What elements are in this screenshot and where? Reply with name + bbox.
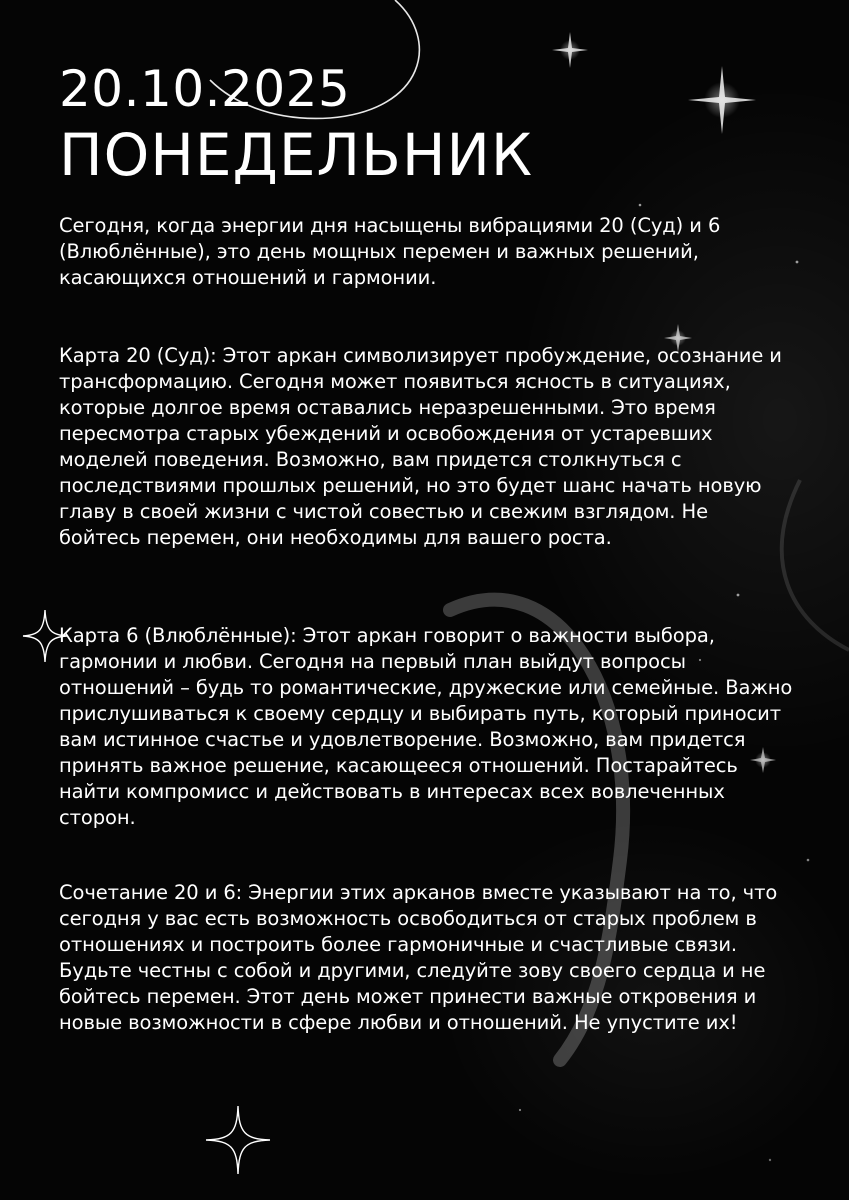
- sparkle-star-icon: [206, 1106, 270, 1174]
- weekday-heading: ПОНЕДЕЛЬНИК: [59, 121, 534, 189]
- intro-paragraph: Сегодня, когда энергии дня насыщены вибрациями 20 (Суд) и 6 (Влюблённые), это день мощных перемен и важных решений, касающихся отношений и гармонии.: [59, 214, 721, 289]
- card-6-paragraph: Карта 6 (Влюблённые): Этот аркан говорит о важности выбора, гармонии и любви. Сегодня на первый план выйдут вопросы отношений – будь то романтические, дружеские или семейные. Важно прислушиваться к своему сердцу и выбирать путь, который приносит вам истинное счастье и удовлетворение. Возможно, вам придется принять важное решение, касающееся отношений. Постарайтесь найти компромисс и действовать в интересах всех вовлеченных сторон.: [59, 624, 793, 829]
- document-content: [59, 60, 794, 1034]
- card-20-paragraph: Карта 20 (Суд): Этот аркан символизирует пробуждение, осознание и трансформацию. Сегодня может появиться ясность в ситуациях, которые долгое время оставались неразрешенными. Это время пересмотра старых убеждений и освобождения от устаревших моделей поведения. Возможно, вам придется столкнуться с последствиями прошлых решений, но это будет шанс начать новую главу в своей жизни с чистой совестью и свежим взглядом. Не бойтесь перемен, они необходимы для вашего роста.: [59, 344, 782, 549]
- combination-paragraph: Сочетание 20 и 6: Энергии этих арканов вместе указывают на то, что сегодня у вас есть возможность освободиться от старых проблем в отношениях и построить более гармоничные и счастливые связи. Будьте честны с собой и другими, следуйте зову своего сердца и не бойтесь перемен. Этот день может принести важные откровения и новые возможности в сфере любви и отношений. Не упустите их!: [59, 881, 778, 1034]
- date-heading: 20.10.2025: [59, 60, 351, 118]
